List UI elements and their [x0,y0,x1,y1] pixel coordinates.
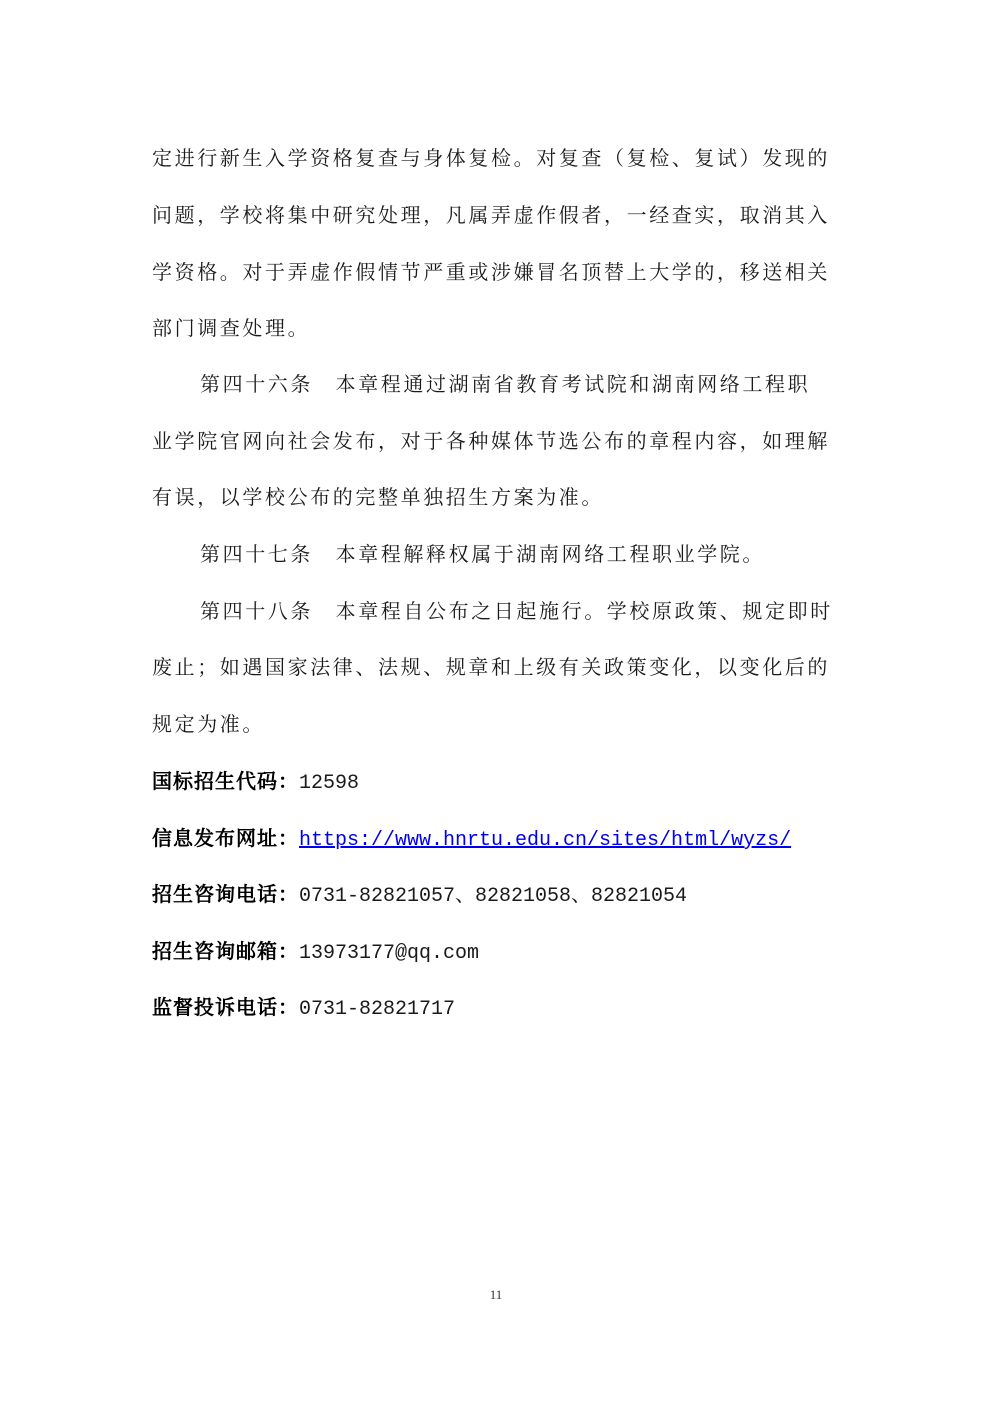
paragraph-line: 业学院官网向社会发布，对于各种媒体节选公布的章程内容，如理解 [152,429,830,453]
consult-email-value: 13973177@qq.com [299,942,480,965]
article-46-line: 第四十六条 本章程通过湖南省教育考试院和湖南网络工程职 [200,372,811,396]
complaint-phone-label: 监督投诉电话： [152,995,299,1019]
article-47-line: 第四十七条 本章程解释权属于湖南网络工程职业学院。 [200,542,765,566]
consult-phone-value: 0731-82821057、82821058、82821054 [299,885,688,908]
complaint-phone-row [152,993,455,1024]
article-48-line: 第四十八条 本章程自公布之日起施行。学校原政策、规定即时 [200,599,833,623]
website-link[interactable]: https://www.hnrtu.edu.cn/sites/html/wyzs/ [299,829,792,852]
consult-email-label: 招生咨询邮箱： [152,939,299,963]
enrollment-code-row [152,767,359,798]
consult-email-row [152,937,479,968]
paragraph-line: 学资格。对于弄虚作假情节严重或涉嫌冒名顶替上大学的，移送相关 [152,260,830,284]
paragraph-line: 部门调查处理。 [152,316,311,340]
enrollment-code-label: 国标招生代码： [152,769,299,793]
paragraph-line: 定进行新生入学资格复查与身体复检。对复查（复检、复试）发现的 [152,146,830,170]
website-label: 信息发布网址： [152,826,299,850]
page-number: 11 [489,1287,503,1302]
enrollment-code-value: 12598 [299,772,360,795]
paragraph-line: 规定为准。 [152,712,265,736]
paragraph-line: 废止；如遇国家法律、法规、规章和上级有关政策变化，以变化后的 [152,655,830,679]
paragraph-line: 有误，以学校公布的完整单独招生方案为准。 [152,485,604,509]
consult-phone-label: 招生咨询电话： [152,882,299,906]
paragraph-line: 问题，学校将集中研究处理，凡属弄虚作假者，一经查实，取消其入 [152,203,830,227]
website-row [152,824,791,855]
consult-phone-row [152,880,687,911]
complaint-phone-value: 0731-82821717 [299,998,456,1021]
